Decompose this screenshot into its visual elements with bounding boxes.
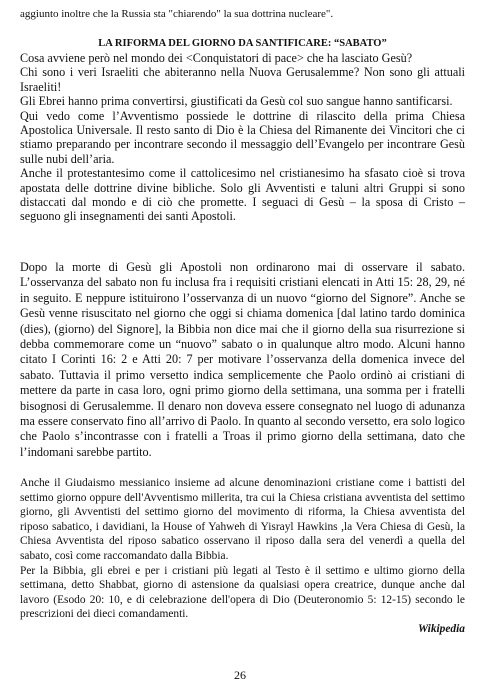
source-citation: Wikipedia — [417, 622, 465, 635]
page-number: 26 — [234, 668, 246, 682]
sabbath-observance-section — [20, 476, 465, 637]
sabbath-history-section — [20, 260, 465, 460]
paragraph: Per la Bibbia, gli ebrei e per i cristiani più legati al Testo è il settimo e ultimo giorno della settimana, detto Shabbat, giorno di astensione da qualsiasi opera creatrice, dunque anche dal lavoro (Esodo 20: 10, e di celebrazione dell'opera di Dio (Deuteronomio 5: 12-15) secondo le prescrizioni dei dieci comandamenti. — [20, 564, 465, 621]
paragraph: Cosa avviene però nel mondo dei <Conquistatori di pace> che ha lasciato Gesù? — [20, 51, 413, 65]
paragraph: Gli Ebrei hanno prima convertirsi, giustificati da Gesù col suo sangue hanno santificarsi. — [20, 94, 453, 109]
paragraph: Qui vedo come l’Avventismo possiede le dottrine di rilascito della prima Chiesa Apostolica Universale. Il resto santo di Dio è la Chiesa del Rimanente dei Vincitori che ci stiamo preparando per incontrare secondo il messaggio dell’Evangelo per incontrare Gesù sulle nubi dell’aria. — [20, 108, 465, 166]
paragraph: Anche il protestantesimo come il cattolicesimo nel cristianesimo ha sfasato cioè si trova apostata delle dottrine divine bibliche. Solo gli Avventisti e taluni altri Gruppi si sono distaccati dal mondo e di ciò che promette. I seguaci di Gesù – la sposa di Cristo – seguono gli insegnamenti dei santi Apostoli. — [20, 166, 465, 224]
section-title: LA RIFORMA DEL GIORNO DA SANTIFICARE: “SABATO” — [98, 38, 387, 49]
paragraph: Chi sono i veri Israeliti che abiteranno nella Nuova Gerusalemme? Non sono gli attuali Israeliti! — [20, 65, 465, 94]
paragraph: Anche il Giudaismo messianico insieme ad alcune denominazioni cristiane come i battisti del settimo giorno oppure dell'Avventismo millerita, tra cui la Chiesa cristiana avventista del settimo giorno, gli Avventisti del settimo giorno del movimento di riforma, la Chiesa avventista del riposo sabatico, i davidiani, la House of Yahweh di Yisrayl Hawkins ,la Vera Chiesa di Gesù, la Chiesa Avventista del riposo sabatico osservano il riposo dalla sera del venerdì a quella del sabato, così come raccomandato dalla Bibbia. — [20, 477, 465, 562]
paragraph: Dopo la morte di Gesù gli Apostoli non ordinarono mai di osservare il sabato. L’osservanza del sabato non fu inclusa fra i requisiti cristiani elencati in Atti 15: 28, 29, né in seguito. E neppure istituirono l’osservanza di un nuovo “giorno del Signore”. Anche se Gesù venne risuscitato nel giorno che oggi si chiama domenica [dal latino tardo dominica (dies), (giorno) del Signore], la Bibbia non dice mai che il giorno della sua risurrezione si debba commemorare come un “nuovo” sabato o in qualunque altro modo. Alcuni hanno citato I Corinti 16: 2 e Atti 20: 7 per motivare l’osservanza della domenica invece del sabato. Tuttavia il primo versetto indica semplicemente che Paolo ordinò ai cristiani di mettere da parte in casa loro, ogni primo giorno della settimana, una somma per i fratelli bisognosi di Gerusalemme. Il denaro non doveva essere consegnato nel luogo di adunanza ma essere conservato fino all’arrivo di Paolo. In quanto al secondo versetto, era solo logico che Paolo s’incontrasse con i fratelli a Troas il primo giorno della settimana, dato che l’indomani sarebbe partito. — [20, 260, 465, 459]
continued-text-line: aggiunto inoltre che la Russia sta "chiarendo" la sua dottrina nucleare". — [20, 8, 334, 20]
intro-section — [20, 51, 465, 224]
